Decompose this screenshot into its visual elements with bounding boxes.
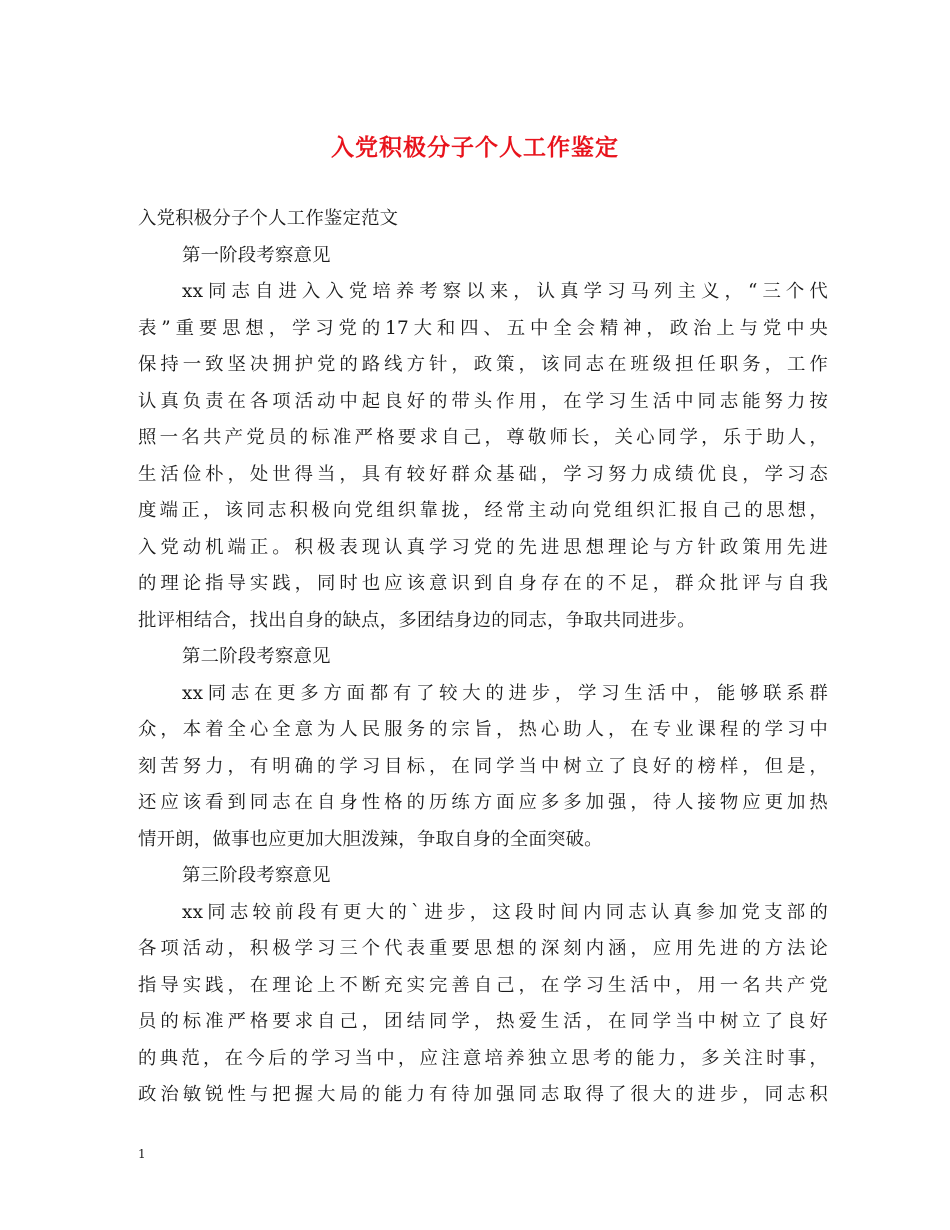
page-number: 1 [138, 1147, 146, 1161]
paragraph-line: 认真负责在各项活动中起良好的带头作用，在学习生活中同志能努力按 [138, 390, 828, 412]
paragraph-line: 表”重要思想，学习党的17大和四、五中全会精神，政治上与党中央 [138, 317, 828, 339]
section-heading-3: 第三阶段考察意见 [182, 865, 331, 886]
paragraph-line: 的理论指导实践，同时也应该意识到自身存在的不足，群众批评与自我 [138, 573, 828, 594]
paragraph-line: 生活俭朴，处世得当，具有较好群众基础，学习努力成绩优良，学习态 [138, 463, 828, 485]
paragraph-line: 刻苦努力，有明确的学习目标，在同学当中树立了良好的榜样，但是， [138, 755, 828, 777]
section-heading-1: 第一阶段考察意见 [182, 244, 331, 266]
paragraph-line: 政治敏锐性与把握大局的能力有待加强同志取得了很大的进步，同志积 [138, 1084, 828, 1105]
section-heading-2: 第二阶段考察意见 [182, 646, 331, 667]
document-body [138, 201, 828, 1114]
paragraph-line: xx同志较前段有更大的`进步，这段时间内同志认真参加党支部的 [182, 901, 828, 923]
paragraph-line: 批评相结合，找出自身的缺点，多团结身边的同志，争取共同进步。 [138, 609, 696, 631]
paragraph-line: 的典范，在今后的学习当中，应注意培养独立思考的能力，多关注时事， [138, 1047, 828, 1069]
paragraph-line: 入党动机端正。积极表现认真学习党的先进思想理论与方针政策用先进 [138, 536, 828, 558]
paragraph-line: 还应该看到同志在自身性格的历练方面应多多加强，待人接物应更加热 [138, 792, 828, 813]
paragraph-line: xx同志自进入入党培养考察以来，认真学习马列主义，“三个代 [182, 281, 828, 302]
paragraph-line: 各项活动，积极学习三个代表重要思想的深刻内涵，应用先进的方法论 [138, 938, 828, 959]
document-title: 入党积极分子个人工作鉴定 [331, 134, 619, 161]
paragraph-line: 员的标准严格要求自己，团结同学，热爱生活，在同学当中树立了良好 [138, 1011, 828, 1032]
paragraph-line: 情开朗，做事也应更加大胆泼辣，争取自身的全面突破。 [138, 828, 603, 850]
subtitle-line: 入党积极分子个人工作鉴定范文 [138, 208, 399, 229]
paragraph-line: 度端正，该同志积极向党组织靠拢，经常主动向党组织汇报自己的思想， [138, 500, 828, 521]
paragraph-line: 众，本着全心全意为人民服务的宗旨，热心助人，在专业课程的学习中 [138, 719, 828, 740]
paragraph-line: xx同志在更多方面都有了较大的进步，学习生活中，能够联系群 [182, 682, 828, 704]
paragraph-line: 指导实践，在理论上不断充实完善自己，在学习生活中，用一名共产党 [138, 974, 828, 996]
paragraph-line: 照一名共产党员的标准严格要求自己，尊敬师长，关心同学，乐于助人， [138, 427, 828, 448]
paragraph-line: 保持一致坚决拥护党的路线方针，政策，该同志在班级担任职务，工作 [138, 354, 828, 375]
